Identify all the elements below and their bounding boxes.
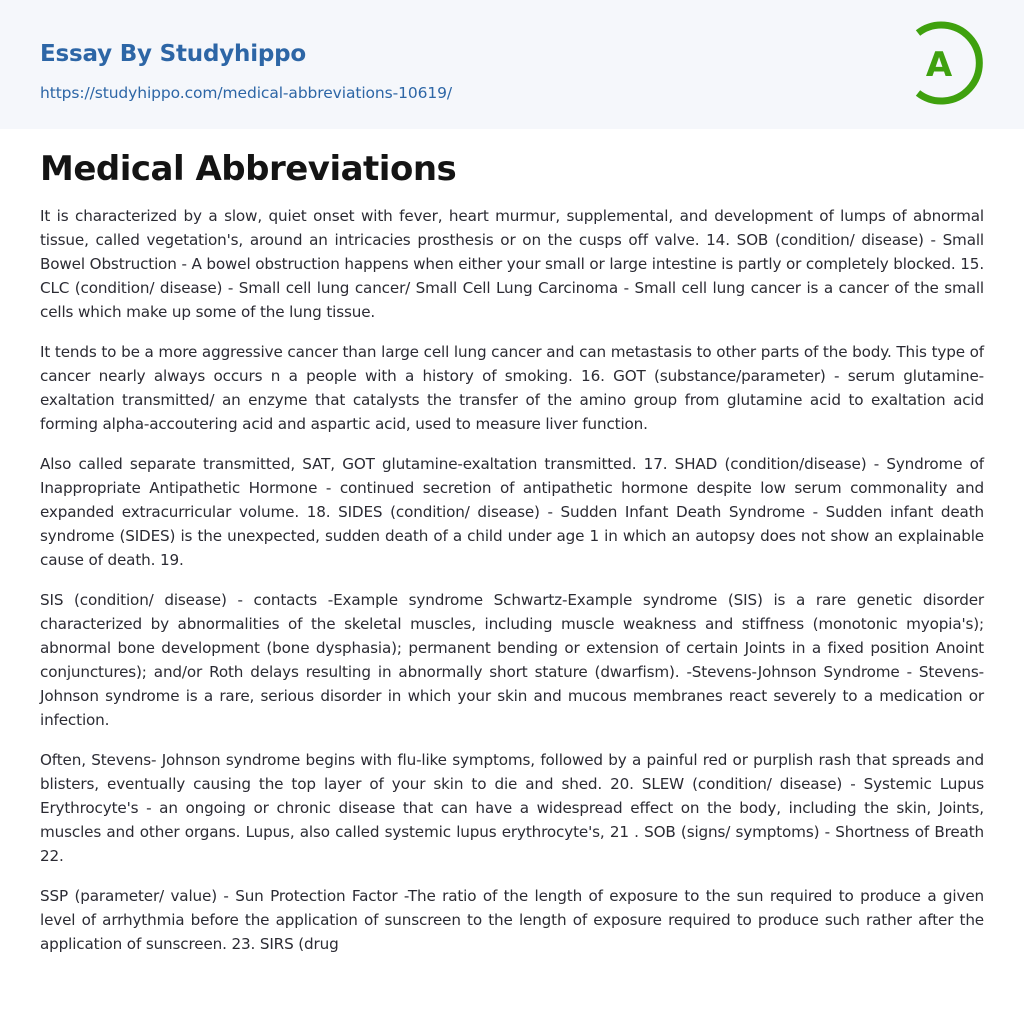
essay-paragraph: It tends to be a more aggressive cancer than large cell lung cancer and can metastasis to other parts of the body. This type of cancer nearly always occurs n a people with a history of smoking. 16. GOT (substance/parameter) - serum glutamine-exaltation transmitted/ an enzyme that catalysts the transfer of the amino group from glutamine acid to exaltation acid forming alpha-accoutering acid and aspartic acid, used to measure liver function. (40, 343, 984, 433)
page-title: Medical Abbreviations (40, 149, 457, 189)
source-url-link[interactable]: https://studyhippo.com/medical-abbreviations-10619/ (40, 84, 453, 102)
essay-paragraph: It is characterized by a slow, quiet onset with fever, heart murmur, supplemental, and development of lumps of abnormal tissue, called vegetation's, around an intricacies prosthesis or on the cusps off valve. 14. SOB (condition/ disease) - Small Bowel Obstruction - A bowel obstruction happens when either your small or large intestine is partly or completely blocked. 15. CLC (condition/ disease) - Small cell lung cancer/ Small Cell Lung Carcinoma - Small cell lung cancer is a cancer of the small cells which make up some of the lung tissue. (40, 207, 984, 321)
site-header (0, 0, 1024, 129)
essay-paragraph: Also called separate transmitted, SAT, GOT glutamine-exaltation transmitted. 17. SHAD (condition/disease) - Syndrome of Inappropriate Antipathetic Hormone - continued secretion of antipathetic hormone despite low serum commonality and expanded extracurricular volume. 18. SIDES (condition/ disease) - Sudden Infant Death Syndrome - Sudden infant death syndrome (SIDES) is the unexpected, sudden death of a child under age 1 in which an autopsy does not show an explainable cause of death. 19. (40, 455, 984, 569)
essay-content (0, 148, 1024, 956)
svg-text:A: A (925, 45, 953, 85)
essay-paragraph: Often, Stevens- Johnson syndrome begins with flu-like symptoms, followed by a painful red or purplish rash that spreads and blisters, eventually causing the top layer of your skin to die and shed. 20. SLEW (condition/ disease) - Systemic Lupus Erythrocyte's - an ongoing or chronic disease that can have a widespread effect on the body, including the skin, Joints, muscles and other organs. Lupus, also called systemic lupus erythrocyte's, 21 . SOB (signs/ symptoms) - Shortness of Breath 22. (40, 751, 984, 865)
studyhippo-logo-icon[interactable] (910, 19, 988, 107)
brand-title: Essay By Studyhippo (40, 41, 307, 67)
essay-paragraph: SSP (parameter/ value) - Sun Protection Factor -The ratio of the length of exposure to the sun required to produce a given level of arrhythmia before the application of sunscreen to the length of exposure required to produce such rather after the application of sunscreen. 23. SIRS (drug (40, 887, 984, 953)
essay-paragraph: SIS (condition/ disease) - contacts -Example syndrome Schwartz-Example syndrome (SIS) is a rare genetic disorder characterized by abnormalities of the skeletal muscles, including muscle weakness and stiffness (monotonic myopia's); abnormal bone development (bone dysphasia); permanent bending or extension of certain Joints in a fixed position Anoint conjunctures); and/or Roth delays resulting in abnormally short stature (dwarfism). -Stevens-Johnson Syndrome - Stevens-Johnson syndrome is a rare, serious disorder in which your skin and mucous membranes react severely to a medication or infection. (40, 591, 984, 729)
